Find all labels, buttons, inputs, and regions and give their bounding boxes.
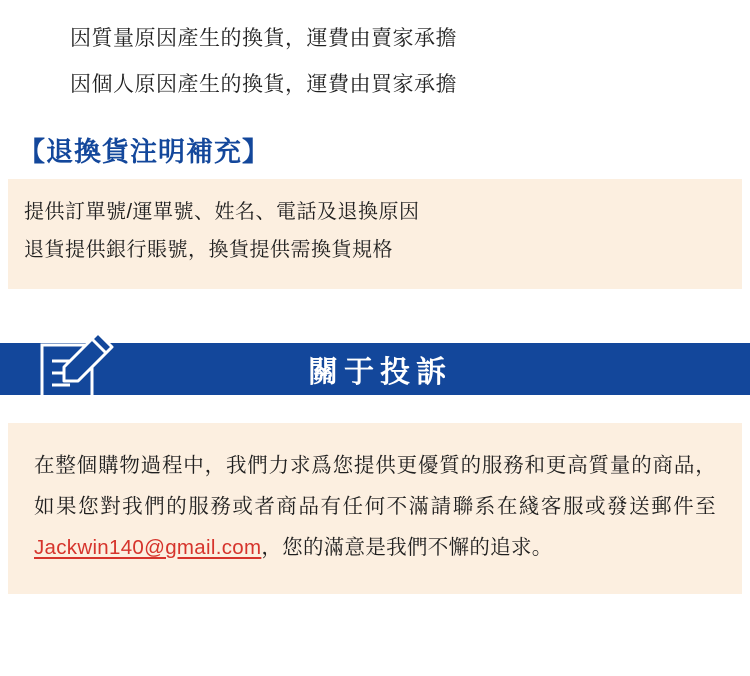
policy-line: 因個人原因產生的換貨，運費由買家承擔 [70, 73, 457, 96]
complaint-text-block [8, 423, 742, 594]
complaint-text-before-email: 在整個購物過程中，我們力求爲您提供更優質的服務和更高質量的商品，如果您對我們的服務或者商品有任何不滿請聯系在綫客服或發送郵件至 [34, 454, 716, 518]
complaint-paragraph [34, 445, 716, 568]
policy-line: 因質量原因產生的換貨，運費由賣家承擔 [70, 27, 457, 50]
note-line: 退貨提供銀行賬號，換貨提供需換貨規格 [24, 239, 393, 261]
pencil-edit-icon [38, 331, 116, 403]
note-section-heading: 【退換貨注明補充】 [18, 137, 270, 167]
policy-lines [0, 0, 750, 108]
complaint-banner [0, 331, 750, 397]
banner-title: 關于投訴 [308, 356, 452, 389]
note-block [8, 179, 742, 289]
complaint-text-after-email: ，您的滿意是我們不懈的追求。 [261, 536, 553, 559]
support-email-link[interactable]: Jackwin140@gmail.com [34, 536, 262, 559]
note-line: 提供訂單號/運單號、姓名、電話及退換原因 [24, 201, 420, 223]
